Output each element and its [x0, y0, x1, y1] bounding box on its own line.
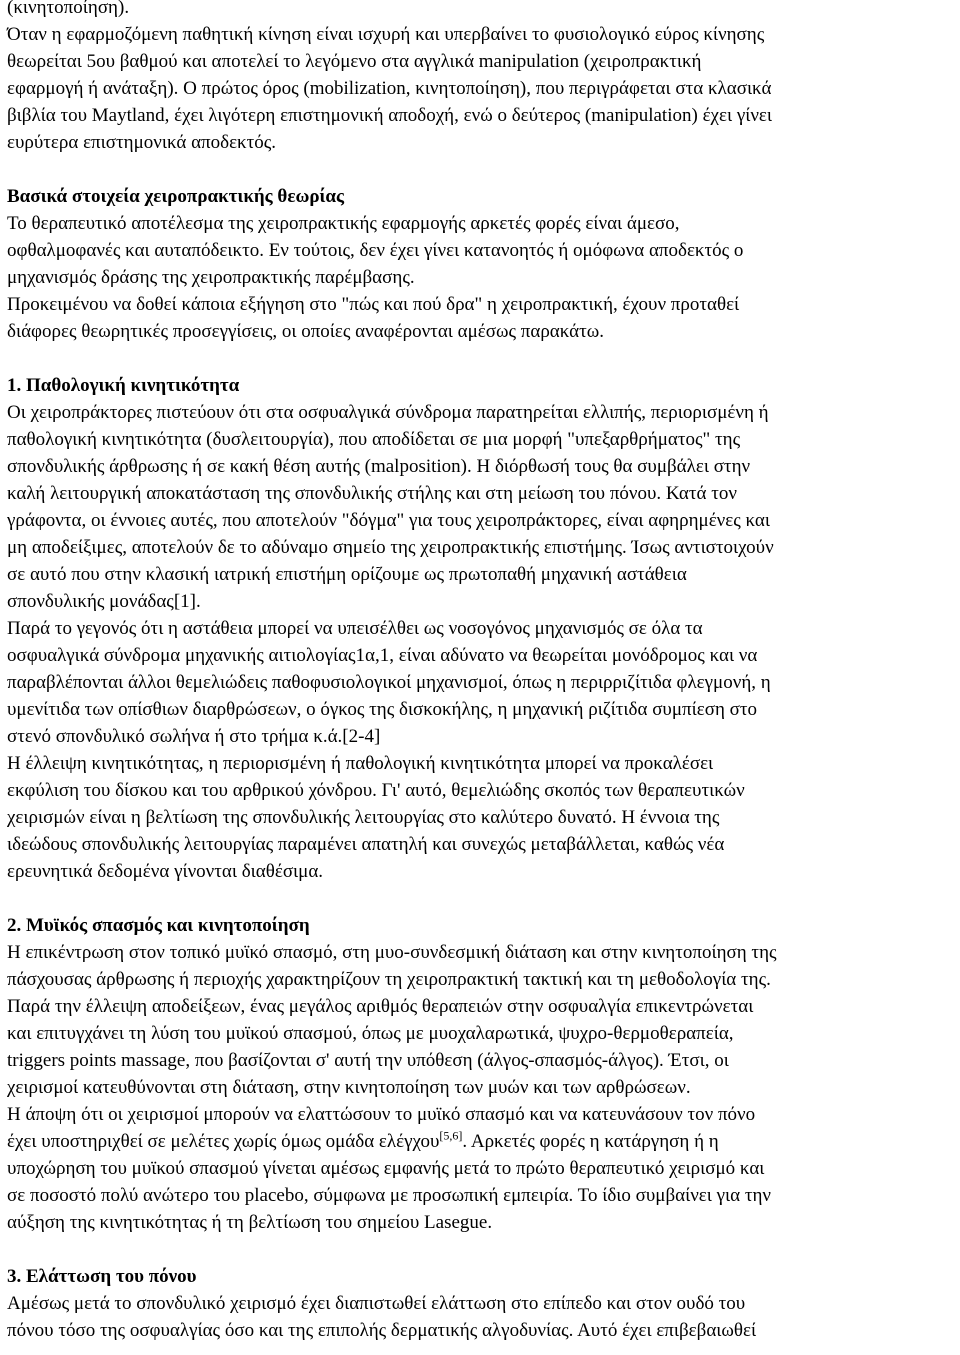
text-line: βιβλία του Maytland, έχει λιγότερη επιστημονική αποδοχή, ενώ ο δεύτερος (manipulation) έχει γίνει [7, 105, 773, 126]
section-2 [7, 912, 955, 1236]
text-line: ευρύτερα επιστημονικά αποδεκτός. [7, 132, 277, 153]
basics-section [7, 183, 955, 345]
text-line: σπονδυλικής μονάδας[1]. [7, 591, 201, 612]
text-segment: έχει υποστηριχθεί σε μελέτες χωρίς όμως ομάδα ελέγχου [7, 1131, 440, 1152]
section-heading-muscle-spasm: 2. Μυϊκός σπασμός και κινητοποίηση [7, 915, 310, 936]
text-line: Η άποψη ότι οι χειρισμοί μπορούν να ελαττώσουν το μυϊκό σπασμό και να κατευνάσουν τον πόνο [7, 1104, 756, 1125]
text-line: Παρά την έλλειψη αποδείξεων, ένας μεγάλος αριθμός θεραπειών στην οσφυαλγία επικεντρώνεται [7, 996, 754, 1017]
text-line: Το θεραπευτικό αποτέλεσμα της χειροπρακτικής εφαρμογής αρκετές φορές είναι άμεσο, [7, 213, 680, 234]
section-heading-basics: Βασικά στοιχεία χειροπρακτικής θεωρίας [7, 186, 345, 207]
text-line: εκφύλιση του δίσκου και του αρθρικού χόνδρου. Γι' αυτό, θεμελιώδης σκοπός των θεραπευτικών [7, 780, 745, 801]
text-line: πάσχουσας άρθρωσης ή περιοχής χαρακτηρίζουν τη χειροπρακτική τακτική και τη μεθοδολογία της. [7, 969, 771, 990]
document-body [7, 0, 955, 1344]
text-line: στενό σπονδυλικό σωλήνα ή στο τρήμα κ.ά.[2-4] [7, 726, 381, 747]
text-line: θεωρείται 5ου βαθμού και αποτελεί το λεγόμενο στα αγγλικά manipulation (χειροπρακτική [7, 51, 702, 72]
section-1 [7, 372, 955, 885]
text-line: γράφοντα, οι έννοιες αυτές, που αποτελούν "δόγμα" για τους χειροπράκτορες, είναι αφηρημένες και [7, 510, 770, 531]
text-line: αύξηση της κινητικότητας ή τη βελτίωση του σημείου Lasegue. [7, 1212, 493, 1233]
text-line: χειρισμοί κατευθύνονται στη διάταση, στην κινητοποίηση των μυών και των αρθρώσεων. [7, 1077, 691, 1098]
section-heading-pathological-mobility: 1. Παθολογική κινητικότητα [7, 375, 240, 396]
text-line: Αμέσως μετά το σπονδυλικό χειρισμό έχει διαπιστωθεί ελάττωση στο επίπεδο και στον ουδό του [7, 1293, 746, 1314]
section-heading-pain-reduction: 3. Ελάττωση του πόνου [7, 1266, 197, 1287]
text-line: (κινητοποίηση). [7, 0, 130, 18]
text-line: triggers points massage, που βασίζονται σ' αυτή την υπόθεση (άλγος-σπασμός-άλγος). Έτσι, οι [7, 1050, 729, 1071]
text-line: και επιτυγχάνει τη λύση του μυϊκού σπασμού, όπως με μυοχαλαρωτικά, ψυχρο-θερμοθεραπεία, [7, 1023, 734, 1044]
text-line: ιδεώδους σπονδυλικής λειτουργίας παραμένει απατηλή και συνεχώς μεταβάλλεται, καθώς νέα [7, 834, 725, 855]
paragraph-spacer [7, 1236, 955, 1263]
text-line: μηχανισμός δράσης της χειροπρακτικής παρέμβασης. [7, 267, 415, 288]
section-3 [7, 1263, 955, 1344]
text-line: σε αυτό που στην κλασική ιατρική επιστήμη ορίζουμε ως πρωτοπαθή μηχανική αστάθεια [7, 564, 687, 585]
text-line: πόνου τόσο της οσφυαλγίας όσο και της επιπολής δερματικής αλγοδυνίας. Αυτό έχει επιβεβαιωθεί [7, 1320, 757, 1341]
text-line: Παρά το γεγονός ότι η αστάθεια μπορεί να υπεισέλθει ως νοσογόνος μηχανισμός σε όλα τα [7, 618, 703, 639]
paragraph-spacer [7, 885, 955, 912]
text-line: Προκειμένου να δοθεί κάποια εξήγηση στο "πώς και πού δρα" η χειροπρακτική, έχουν προταθεί [7, 294, 740, 315]
intro-paragraph [7, 0, 955, 156]
text-line: χειρισμών είναι η βελτίωση της σπονδυλικής λειτουργίας στο καλύτερο δυνατό. Η έννοια της [7, 807, 720, 828]
text-line-with-citation [7, 1128, 955, 1155]
text-segment: . Αρκετές φορές η κατάργηση ή η [462, 1131, 719, 1152]
text-line: σε ποσοστό πολύ ανώτερο του placebo, σύμφωνα με προσωπική εμπειρία. Το ίδιο συμβαίνει για την [7, 1185, 772, 1206]
text-line: παθολογική κινητικότητα (δυσλειτουργία), που αποδίδεται σε μια μορφή "υπεξαρθρήματος" της [7, 429, 741, 450]
text-line: Οι χειροπράκτορες πιστεύουν ότι στα οσφυαλγικά σύνδρομα παρατηρείται ελλιπής, περιορισμένη ή [7, 402, 769, 423]
text-line: καλή λειτουργική αποκατάσταση της σπονδυλικής στήλης και στη μείωση του πόνου. Κατά τον [7, 483, 737, 504]
paragraph-spacer [7, 156, 955, 183]
text-line: σπονδυλικής άρθρωσης ή σε κακή θέση αυτής (malposition). Η διόρθωσή τους θα συμβάλει στην [7, 456, 751, 477]
text-line: ερευνητικά δεδομένα γίνονται διαθέσιμα. [7, 861, 324, 882]
text-line: υποχώρηση του μυϊκού σπασμού γίνεται αμέσως εμφανής μετά το πρώτο θεραπευτικό χειρισμό και [7, 1158, 765, 1179]
text-line: υμενίτιδα των οπίσθιων διαρθρώσεων, ο όγκος της δισκοκήλης, η μηχανική ριζίτιδα συμπίεση στο [7, 699, 758, 720]
text-line: οσφυαλγικά σύνδρομα μηχανικής αιτιολογίας1α,1, είναι αδύνατο να θεωρείται μονόδρομος και να [7, 645, 758, 666]
text-line: Όταν η εφαρμοζόμενη παθητική κίνηση είναι ισχυρή και υπερβαίνει το φυσιολογικό εύρος κίνησης [7, 24, 765, 45]
text-line: μη αποδείξιμες, αποτελούν δε το αδύναμο σημείο της χειροπρακτικής επιστήμης. Ίσως αντιστοιχούν [7, 537, 774, 558]
text-line: οφθαλμοφανές και αυταπόδεικτο. Εν τούτοις, δεν έχει γίνει κατανοητός ή ομόφωνα αποδεκτός ο [7, 240, 744, 261]
paragraph-spacer [7, 345, 955, 372]
text-line: εφαρμογή ή ανάταξη). Ο πρώτος όρος (mobilization, κινητοποίηση), που περιγράφεται στα κλασικά [7, 78, 772, 99]
citation-superscript: [5,6] [439, 1128, 463, 1143]
text-line: Η επικέντρωση στον τοπικό μυϊκό σπασμό, στη μυο-συνδεσμική διάταση και στην κινητοποίηση της [7, 942, 777, 963]
text-line: Η έλλειψη κινητικότητας, η περιορισμένη ή παθολογική κινητικότητα μπορεί να προκαλέσει [7, 753, 714, 774]
text-line: παραβλέπονται άλλοι θεμελιώδεις παθοφυσιολογικοί μηχανισμοί, όπως η περιρριζίτιδα φλεγμονή, η [7, 672, 771, 693]
text-line: διάφορες θεωρητικές προσεγγίσεις, οι οποίες αναφέρονται αμέσως παρακάτω. [7, 321, 605, 342]
